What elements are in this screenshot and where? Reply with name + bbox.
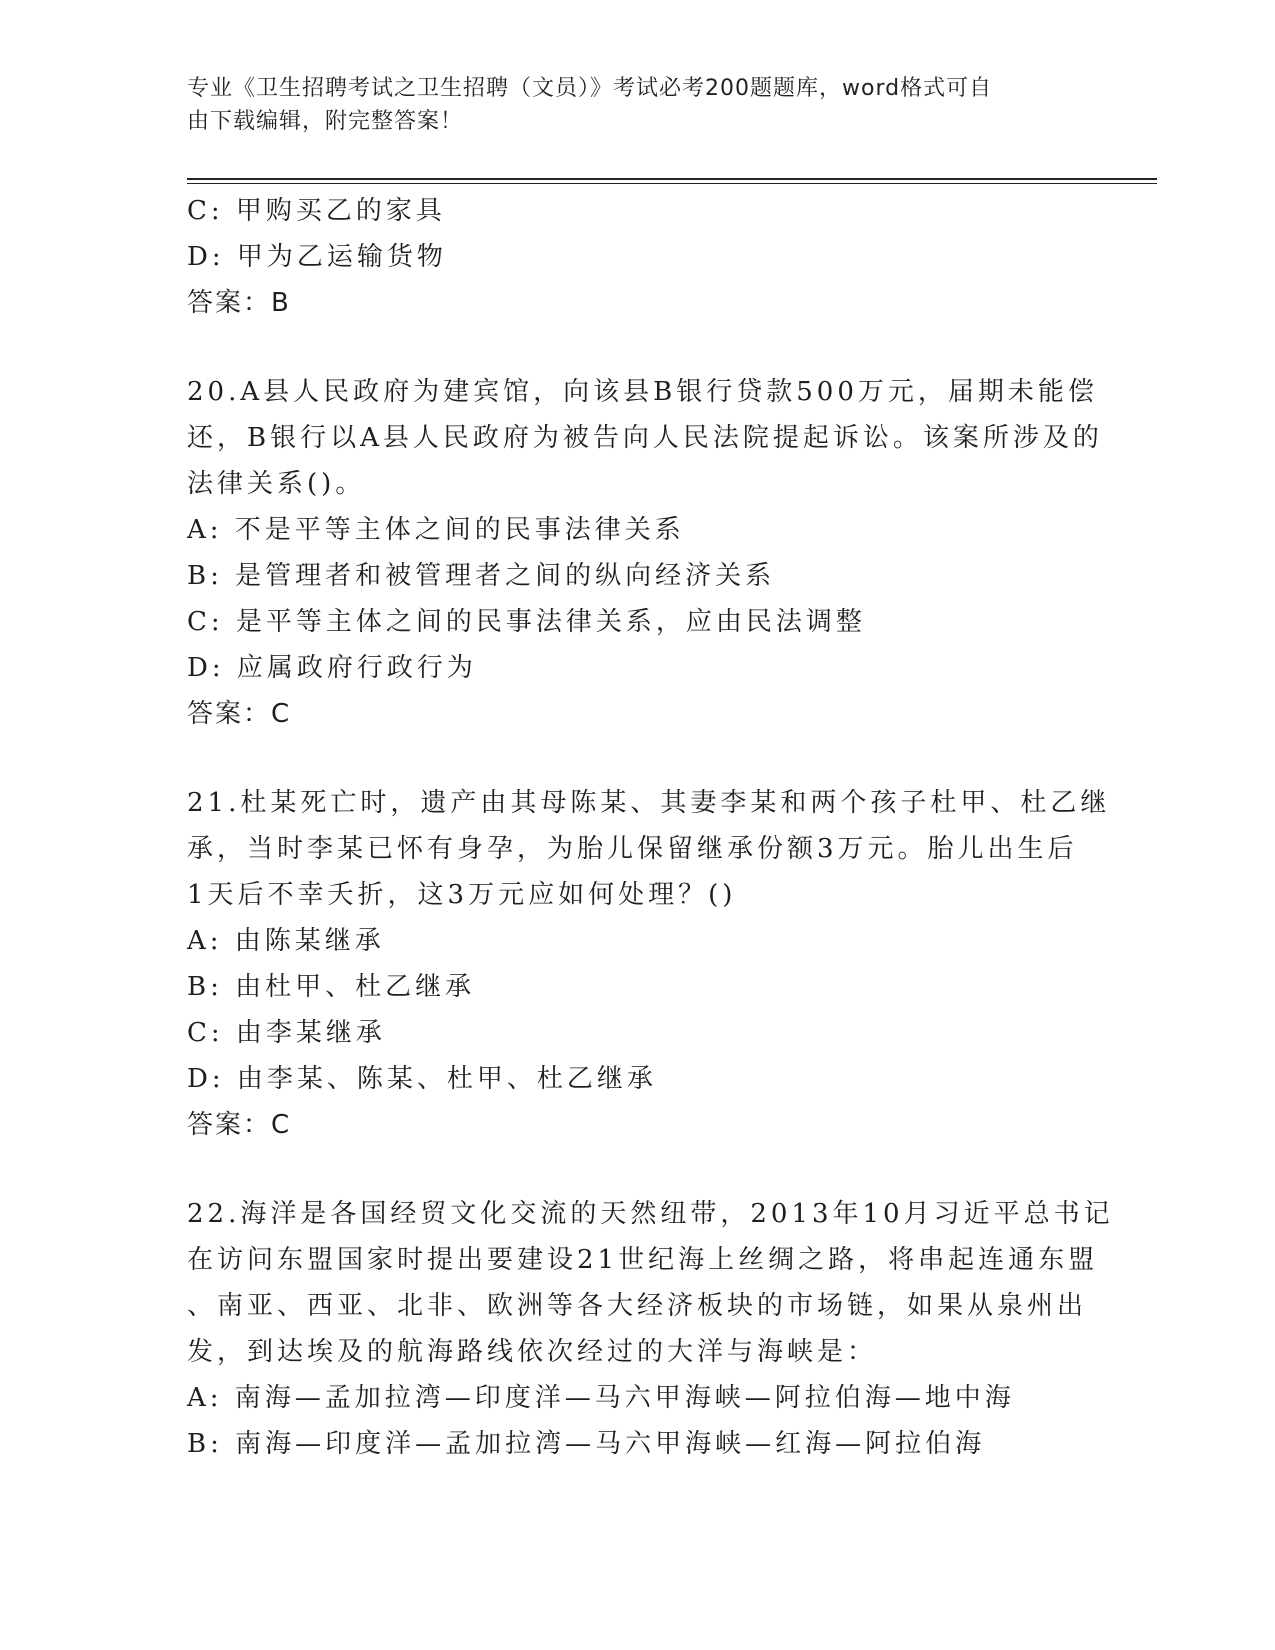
document-header (187, 72, 1077, 138)
question-stem-line: 在访问东盟国家时提出要建设21世纪海上丝绸之路，将串起连通东盟 (187, 1245, 1099, 1275)
question-stem-line: 还，B银行以A县人民政府为被告向人民法院提起诉讼。该案所涉及的 (187, 423, 1103, 453)
option-c: C: 由李某继承 (187, 1018, 386, 1048)
header-line: 专业《卫生招聘考试之卫生招聘（文员）》考试必考200题题库，word格式可自 (187, 76, 993, 101)
question-stem-line: 承，当时李某已怀有身孕，为胎儿保留继承份额3万元。胎儿出生后 (187, 834, 1078, 864)
question-20 (187, 369, 1103, 737)
question-stem-line: 1天后不幸夭折，这3万元应如何处理？() (187, 880, 737, 910)
answer-line: 答案：B (187, 288, 291, 318)
answer-line: 答案：C (187, 1110, 292, 1140)
option-a: A: 不是平等主体之间的民事法律关系 (187, 515, 685, 545)
header-line: 由下载编辑，附完整答案！ (187, 109, 464, 134)
question-stem-line: 22.海洋是各国经贸文化交流的天然纽带，2013年10月习近平总书记 (187, 1199, 1114, 1229)
option-a: A: 由陈某继承 (187, 926, 385, 956)
question-19-tail (187, 188, 1077, 326)
spacer (187, 1148, 1077, 1191)
question-stem-line: 21.杜某死亡时，遗产由其母陈某、其妻李某和两个孩子杜甲、杜乙继 (187, 788, 1111, 818)
option-c: C: 甲购买乙的家具 (187, 196, 446, 226)
option-d: D: 甲为乙运输货物 (187, 242, 447, 272)
option-d: D: 应属政府行政行为 (187, 653, 477, 683)
document-body (187, 188, 1114, 1467)
answer-line: 答案：C (187, 699, 292, 729)
header-divider (187, 178, 1157, 184)
option-c: C: 是平等主体之间的民事法律关系，应由民法调整 (187, 607, 866, 637)
option-b: B: 南海—印度洋—孟加拉湾—马六甲海峡—红海—阿拉伯海 (187, 1429, 986, 1459)
option-b: B: 由杜甲、杜乙继承 (187, 972, 476, 1002)
spacer (187, 326, 1077, 369)
question-stem-line: 法律关系()。 (187, 469, 366, 499)
question-22 (187, 1191, 1114, 1467)
option-b: B: 是管理者和被管理者之间的纵向经济关系 (187, 561, 776, 591)
question-21 (187, 780, 1111, 1148)
option-d: D: 由李某、陈某、杜甲、杜乙继承 (187, 1064, 657, 1094)
question-stem-line: 发，到达埃及的航海路线依次经过的大洋与海峡是： (187, 1337, 878, 1367)
option-a: A: 南海—孟加拉湾—印度洋—马六甲海峡—阿拉伯海—地中海 (187, 1383, 1015, 1413)
question-stem-line: 20.A县人民政府为建宾馆，向该县B银行贷款500万元，届期未能偿 (187, 377, 1098, 407)
question-stem-line: 、南亚、西亚、北非、欧洲等各大经济板块的市场链，如果从泉州出 (187, 1291, 1088, 1321)
spacer (187, 737, 1077, 780)
